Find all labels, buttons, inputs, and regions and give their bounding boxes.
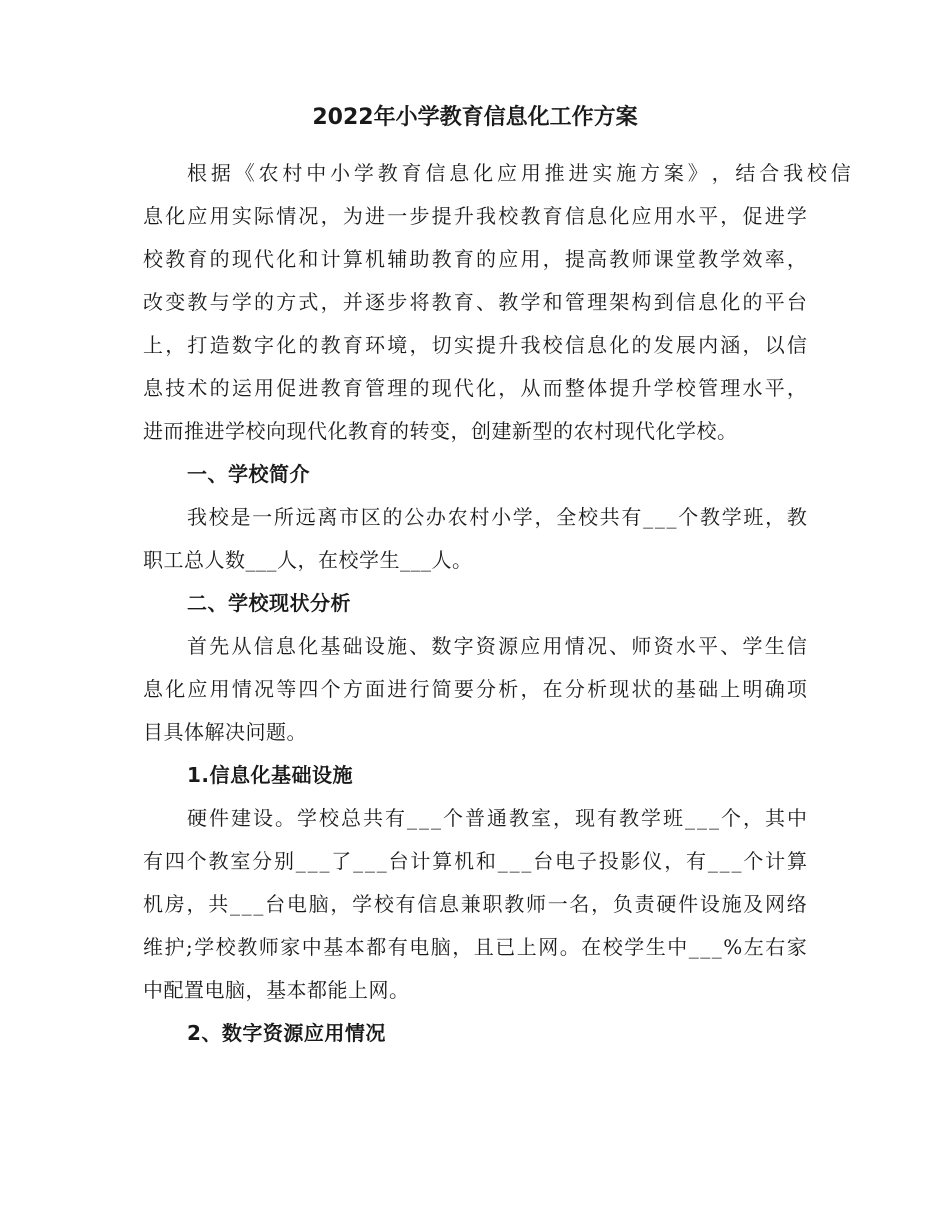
paragraph-line: 息 化 应 用 情 况 等 四 个 方 面 进 行 简 要 分 析 ， 在 分 析 现 状 的 基 础 上 明 确 项 [143,677,807,701]
paragraph-line: 维 护 ; 学 校 教 师 家 中 基 本 都 有 电 脑 ， 且 已 上 网 。 在 校 学 生 中 _ _ _ % 左 右 家 [143,935,807,959]
paragraph-line: 改 变 教 与 学 的 方 式 ， 并 逐 步 将 教 育 、 教 学 和 管 理 架 构 到 信 息 化 的 平 台 [143,290,807,314]
paragraph-line: 职工总人数___人，在校学生___人。 [143,548,473,572]
paragraph-line: 息 技 术 的 运 用 促 进 教 育 管 理 的 现 代 化 ， 从 而 整 体 提 升 学 校 管 理 水 平 ， [143,376,807,400]
subsection-heading: 1.信息化基础设施 [187,763,354,787]
section-heading: 二、学校现状分析 [187,591,351,615]
paragraph-line: 我 校 是 一 所 远 离 市 区 的 公 办 农 村 小 学 ， 全 校 共 有 _ _ _ 个 教 学 班 ， 教 [187,505,807,529]
paragraph-line: 目具体解决问题。 [143,720,307,744]
paragraph-line: 中配置电脑，基本都能上网。 [143,978,410,1002]
paragraph-line: 机 房 ， 共 _ _ _ 台 电 脑 ， 学 校 有 信 息 兼 职 教 师 一 名 ， 负 责 硬 件 设 施 及 网 络 [143,892,807,916]
page-title: 2022年小学教育信息化工作方案 [312,105,638,130]
paragraph-line: 进而推进学校向现代化教育的转变，创建新型的农村现代化学校。 [143,419,738,443]
subsection-heading: 2、数字资源应用情况 [187,1021,386,1045]
paragraph-line: 校 教 育 的 现 代 化 和 计 算 机 辅 助 教 育 的 应 用 ， 提 高 教 师 课 堂 教 学 效 率 ， [143,247,807,271]
paragraph-line: 硬 件 建 设 。 学 校 总 共 有 _ _ _ 个 普 通 教 室 ， 现 有 教 学 班 _ _ _ 个 ， 其 中 [187,806,807,830]
section-heading: 一、学校简介 [187,462,310,486]
paragraph-line: 首 先 从 信 息 化 基 础 设 施 、 数 字 资 源 应 用 情 况 、 师 资 水 平 、 学 生 信 [187,634,807,658]
paragraph-line: 根 据 《 农 村 中 小 学 教 育 信 息 化 应 用 推 进 实 施 方 案 》 ， 结 合 我 校 信 [187,161,851,185]
paragraph-line: 息 化 应 用 实 际 情 况 ， 为 进 一 步 提 升 我 校 教 育 信 息 化 应 用 水 平 ， 促 进 学 [143,204,807,228]
paragraph-line: 有 四 个 教 室 分 别 _ _ _ 了 _ _ _ 台 计 算 机 和 _ _ _ 台 电 子 投 影 仪 ， 有 _ _ _ 个 计 算 [143,849,807,873]
paragraph-line: 上 ， 打 造 数 字 化 的 教 育 环 境 ， 切 实 提 升 我 校 信 息 化 的 发 展 内 涵 ， 以 信 [143,333,807,357]
